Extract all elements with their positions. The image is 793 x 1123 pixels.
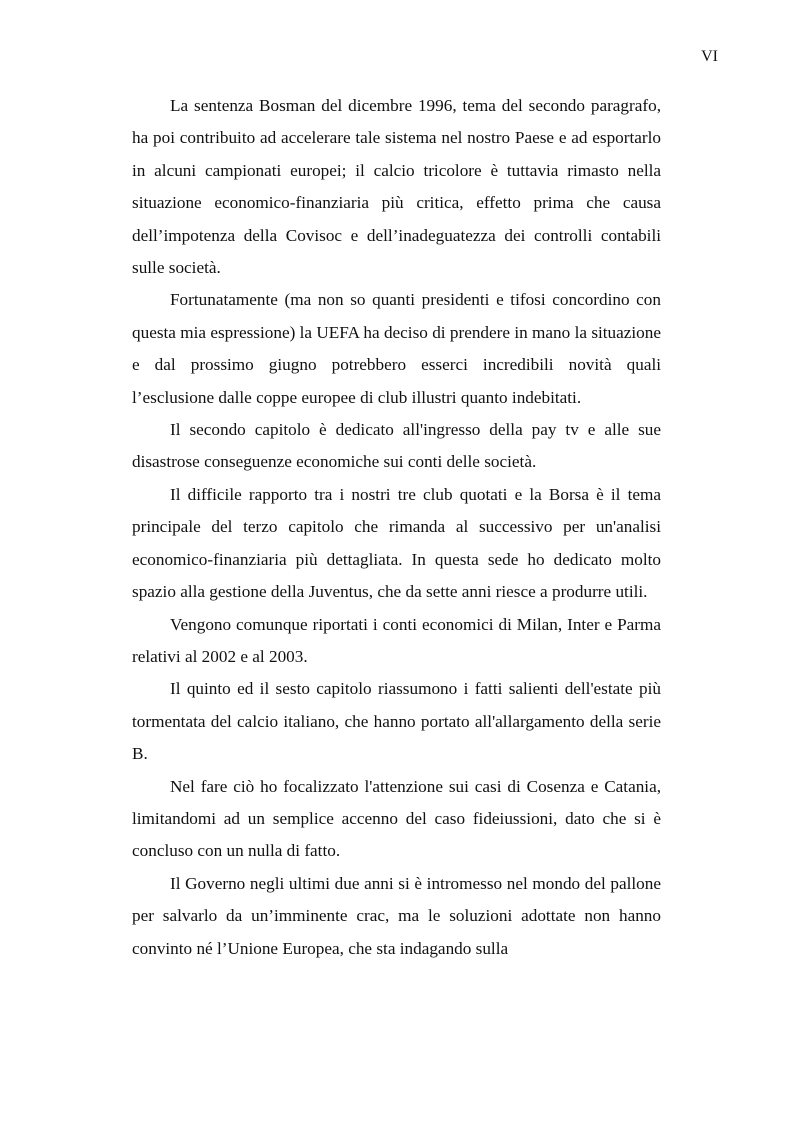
paragraph-conti-economici: Vengono comunque riportati i conti economici di Milan, Inter e Parma relativi al 2002 e al 2003. [132, 614, 661, 666]
paragraph-governo: Il Governo negli ultimi due anni si è intromesso nel mondo del pallone per salvarlo da un’imminente crac, ma le soluzioni adottate non hanno convinto né l’Unione Europea, che sta indagando sulla [132, 873, 661, 958]
page-number: VI [701, 48, 718, 65]
paragraph-cosenza-catania: Nel fare ciò ho focalizzato l'attenzione sui casi di Cosenza e Catania, limitandomi ad un semplice accenno del caso fideiussioni, dato che si è concluso con un nulla di fatto. [132, 776, 661, 861]
paragraph-pay-tv: Il secondo capitolo è dedicato all'ingresso della pay tv e alle sue disastrose conseguenze economiche sui conti delle società. [132, 420, 661, 472]
paragraph-borsa: Il difficile rapporto tra i nostri tre club quotati e la Borsa è il tema principale del terzo capitolo che rimanda al successivo per un'analisi economico-finanziaria più dettagliata. In questa sede ho dedicato molto spazio alla gestione della Juventus, che da sette anni riesce a produrre utili. [132, 484, 661, 602]
paragraph-bosman: La sentenza Bosman del dicembre 1996, tema del secondo paragrafo, ha poi contribuito ad accelerare tale sistema nel nostro Paese e ad esportarlo in alcuni campionati europei; il calcio tricolore è tuttavia rimasto nella situazione economico-finanziaria più critica, effetto prima che causa dell’impotenza della Covisoc e dell’inadeguatezza dei controlli contabili sulle società. [132, 96, 661, 278]
paragraph-uefa: Fortunatamente (ma non so quanti presidenti e tifosi concordino con questa mia espressione) la UEFA ha deciso di prendere in mano la situazione e dal prossimo giugno potrebbero esserci incredibili novità quali l’esclusione dalle coppe europee di club illustri quanto indebitati. [132, 290, 661, 407]
paragraph-serie-b: Il quinto ed il sesto capitolo riassumono i fatti salienti dell'estate più tormentata del calcio italiano, che hanno portato all'allargamento della serie B. [132, 679, 661, 764]
body-text [132, 90, 661, 965]
